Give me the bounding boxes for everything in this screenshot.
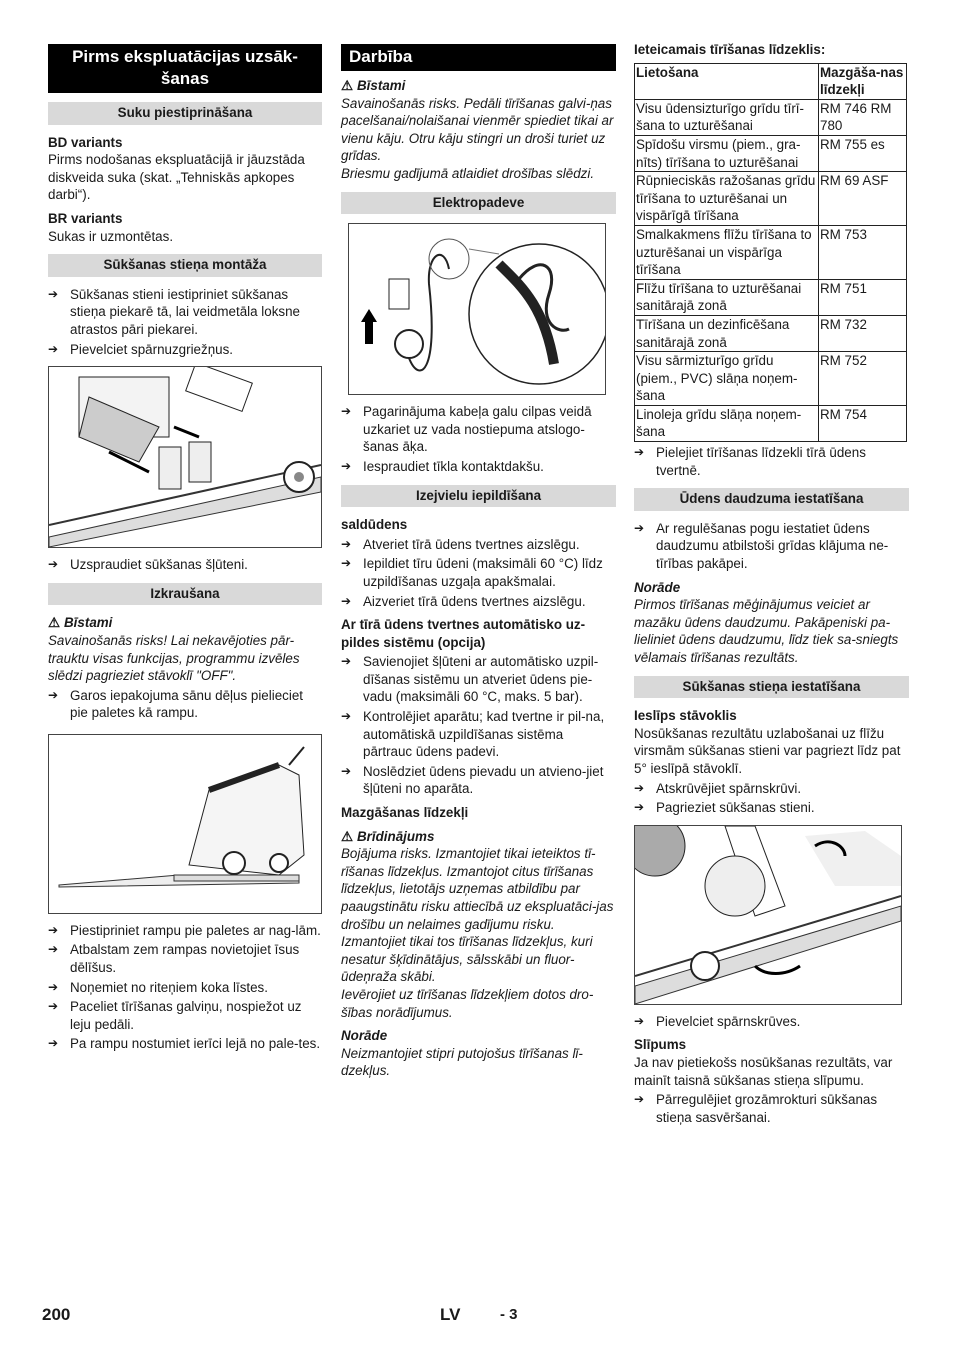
tilt-label: Ieslīps stāvoklis [634, 708, 737, 724]
arrow-icon: ➔ [341, 556, 352, 571]
step: ➔ Atbalstam zem rampas novietojiet īsus dēlīšus. [48, 942, 300, 976]
subsection-squeegee-adjust: Sūkšanas stieņa iestatīšana [634, 676, 909, 699]
step: ➔ Pagarinājuma kabeļa galu cilpas veidā uzkariet uz vada nostiepuma atslogo-šanas āķa. [341, 404, 592, 455]
arrow-icon: ➔ [48, 1036, 59, 1051]
danger-label: ⚠ Bīstami [341, 78, 406, 93]
table-cell: RM 755 es [819, 135, 907, 171]
table-cell: RM 69 ASF [819, 172, 907, 226]
section-title: Darbība [341, 44, 616, 71]
arrow-icon: ➔ [341, 709, 352, 724]
table-cell: Visu sārmizturīgo grīdu (piem., PVC) slāņa noņem-šana [635, 352, 819, 406]
arrow-icon: ➔ [341, 536, 352, 551]
table-title: Ieteicamais tīrīšanas līdzeklis: [634, 42, 826, 57]
danger-label: ⚠ Bīstami [48, 615, 113, 631]
danger-text: Savainošanās risks! Lai nekavējoties pār-trauktu visas funkcijas, programmu izvēles slēdzi pagrieziet stāvoklī "OFF". [48, 632, 300, 684]
table-row [635, 135, 907, 171]
caution-text: Bojājuma risks. Izmantojiet tikai ieteiktos tī-rīšanas līdzekļus. Izmantojot citus tīrīšanas līdzekļus, lietotājs uzņemas atbildību par paaugstinātu risku attiecībā uz ekspluatāci-jas drošību un nelaimes gadījumu risku. Izmantojiet tikai tos tīrīšanas līdzekļus, kuri nesatur šķīdinātājus, sālsskābi un fluor-ūdeņraža skābi. [341, 846, 614, 985]
table-cell: RM 753 [819, 225, 907, 279]
warning-triangle-icon: ⚠ [48, 615, 61, 631]
arrow-icon: ➔ [634, 520, 645, 535]
caution-label: ⚠ Brīdinājums [341, 828, 435, 844]
br-variant-label: BR variants [48, 210, 123, 226]
detergent-table [634, 63, 907, 442]
table-cell: Visu ūdensizturīgo grīdu tīrī-šana to uzturēšanai [635, 99, 819, 135]
br-variant-text: Sukas ir uzmontētas. [48, 228, 174, 244]
table-row [635, 225, 907, 279]
table-cell: RM 754 [819, 405, 907, 441]
table-row [635, 99, 907, 135]
squeegee-mounting-figure [48, 366, 322, 548]
arrow-icon: ➔ [48, 687, 59, 702]
step: ➔ Noslēdziet ūdens pievadu un atvieno-jiet šļūteni no aparāta. [341, 763, 604, 797]
table-header-cell: Lietošana [635, 63, 819, 99]
note-label: Norāde [341, 1028, 388, 1044]
subsection-power-supply: Elektropadeve [341, 192, 616, 215]
table-cell: RM 752 [819, 352, 907, 406]
page-number: 200 [42, 1305, 71, 1324]
table-header-row [635, 63, 907, 99]
arrow-icon: ➔ [48, 979, 59, 994]
unloading-figure [48, 734, 322, 914]
table-header-cell: Mazgāša-nas līdzekļi [819, 63, 907, 99]
step: ➔ Pielejiet tīrīšanas līdzekli tīrā ūdens tvertnē. [634, 445, 866, 478]
arrow-icon: ➔ [634, 445, 645, 460]
detergents-label: Mazgāšanas līdzekļi [341, 805, 469, 821]
slope-text: Ja nav pietiekošs nosūkšanas rezultāts, var mainīt taisnā sūkšanas stieņa slīpumu. [634, 1054, 893, 1088]
step: ➔ Pārregulējiet grozāmrokturi sūkšanas stieņa sasvēršanai. [634, 1092, 878, 1125]
warning-triangle-icon: ⚠ [341, 828, 354, 844]
table-cell: RM 746 RM 780 [819, 99, 907, 135]
note-label: Norāde [634, 579, 681, 595]
subsection-squeegee-mounting: Sūkšanas stieņa montāža [48, 254, 322, 277]
table-cell: Spīdošu virsmu (piem., gra-nīts) tīrīšana to uzturēšanai [635, 135, 819, 171]
table-row [635, 405, 907, 441]
step: ➔ Iespraudiet tīkla kontaktdakšu. [341, 458, 544, 474]
subsection-brush-mounting: Suku piestiprināšana [48, 102, 322, 125]
step: ➔ Kontrolējiet aparātu; kad tvertne ir pil-na, automātiskā uzpildīšanas sistēma pārtrauc ūdens padevi. [341, 709, 605, 760]
column-right [634, 44, 909, 1128]
step: ➔ Pievelciet spārnskrūves. [634, 1013, 801, 1029]
arrow-icon: ➔ [341, 458, 352, 473]
table-row [635, 172, 907, 226]
step: ➔ Noņemiet no riteņiem koka līstes. [48, 979, 268, 995]
arrow-icon: ➔ [48, 999, 59, 1014]
arrow-icon: ➔ [634, 1013, 645, 1028]
power-cable-figure [348, 223, 606, 395]
squeegee-tilt-figure [634, 825, 902, 1005]
step: ➔ Paceliet tīrīšanas galviņu, nospiežot uz leju pedāli. [48, 999, 302, 1032]
arrow-icon: ➔ [48, 557, 59, 572]
arrow-icon: ➔ [341, 593, 352, 608]
language-code: LV [440, 1305, 461, 1324]
danger-text: Savainošanās risks. Pedāli tīrīšanas galvi-ņas pacelšanai/nolaišanai vienmēr spiediet tikai ar vienu kāju. Otru kāju stingri un droši turiet uz grīdas. [341, 95, 614, 164]
step: ➔ Atveriet tīrā ūdens tvertnes aizslēgu. [341, 536, 580, 552]
table-cell: Tīrīšana un dezinficēšana sanitārajā zonā [635, 315, 819, 351]
arrow-icon: ➔ [341, 654, 352, 669]
step: ➔ Pagrieziet sūkšanas stieni. [634, 800, 815, 816]
column-middle [341, 44, 616, 1080]
bd-variant-label: BD variants [48, 134, 123, 150]
bd-variant-text: Pirms nodošanas ekspluatācijā ir jāuzstāda diskveida suka (skat. „Tehniskās apkopes darbi“). [48, 152, 305, 203]
step: ➔ Piestipriniet rampu pie paletes ar nag-lām. [48, 922, 321, 938]
warning-triangle-icon: ⚠ [341, 78, 354, 93]
auto-fill-label: Ar tīrā ūdens tvertnes automātisko uz-pildes sistēmu (opcija) [341, 617, 586, 650]
arrow-icon: ➔ [634, 800, 645, 815]
subsection-filling: Izejvielu iepildīšana [341, 485, 616, 508]
page-subnumber: - 3 [500, 1306, 518, 1323]
note-text: Pirmos tīrīšanas mēģinājumus veiciet ar mazāku ūdens daudzumu. Pakāpeniski pa-lieliniet ūdens daudzumu, līdz tiek sa-sniegts vēlamais tīrīšanas rezultāts. [634, 597, 899, 665]
danger-text-2: Briesmu gadījumā atlaidiet drošības slēdzi. [341, 165, 595, 181]
table-cell: Rūpnieciskās ražošanas grīdu tīrīšana to uzturēšanai un vispārīgā tīrīšana [635, 172, 819, 226]
subsection-water-amount: Ūdens daudzuma iestatīšana [634, 488, 909, 511]
step: ➔ Sūkšanas stieni iestipriniet sūkšanas stieņa piekarē tā, lai veidmetāla loksne atrastos pāri piekarei. [48, 286, 301, 337]
subsection-unloading: Izkraušana [48, 583, 322, 606]
table-cell: Flīžu tīrīšana to uzturēšanai sanitārajā zonā [635, 279, 819, 315]
step: ➔ Iepildiet tīru ūdeni (maksimāli 60 °C) līdz uzpildīšanas uzgaļa apakšmalai. [341, 556, 603, 589]
arrow-icon: ➔ [634, 1092, 645, 1107]
table-row [635, 352, 907, 406]
fresh-water-label: saldūdens [341, 517, 408, 533]
arrow-icon: ➔ [48, 341, 59, 356]
arrow-icon: ➔ [48, 922, 59, 937]
arrow-icon: ➔ [48, 286, 59, 301]
step: ➔ Uzspraudiet sūkšanas šļūteni. [48, 557, 248, 573]
step: ➔ Garos iepakojuma sānu dēļus pielieciet pie paletes kā rampu. [48, 687, 303, 721]
step: ➔ Atskrūvējiet spārnskrūvi. [634, 780, 802, 796]
arrow-icon: ➔ [341, 404, 352, 419]
note-text: Neizmantojiet stipri putojošus tīrīšanas lī-dzekļus. [341, 1045, 583, 1079]
step: ➔ Pa rampu nostumiet ierīci lejā no pale-tes. [48, 1036, 321, 1052]
column-left [48, 44, 322, 1055]
arrow-icon: ➔ [341, 763, 352, 778]
step: ➔ Ar regulēšanas pogu iestatiet ūdens daudzumu atbilstoši grīdas klājuma ne-tīrības pakāpei. [634, 520, 889, 572]
section-title: Pirms ekspluatācijas uzsāk-šanas [48, 44, 322, 93]
step: ➔ Pievelciet spārnuzgriežņus. [48, 341, 234, 357]
arrow-icon: ➔ [634, 780, 645, 795]
slope-label: Slīpums [634, 1037, 687, 1053]
table-cell: Linoleja grīdu slāņa noņem-šana [635, 405, 819, 441]
step: ➔ Savienojiet šļūteni ar automātisko uzpil-dīšanas sistēmu un atveriet ūdens pie-vadu (maksimāli 60 °C, maks. 5 bar). [341, 654, 599, 705]
step: ➔ Aizveriet tīrā ūdens tvertnes aizslēgu. [341, 593, 586, 609]
caution-text-2: Ievērojiet uz tīrīšanas līdzekļiem dotos dro-šības norādījumus. [341, 986, 594, 1020]
arrow-icon: ➔ [48, 942, 59, 957]
table-row [635, 315, 907, 351]
table-cell: Smalkakmens flīžu tīrīšana to uzturēšanai un vispārīga tīrīšana [635, 225, 819, 279]
table-cell: RM 732 [819, 315, 907, 351]
table-cell: RM 751 [819, 279, 907, 315]
tilt-text: Nosūkšanas rezultātu uzlabošanai uz flīžu virsmām sūkšanas stieni var pagriezt līdz pat 5° ieslīpā stāvoklī. [634, 725, 901, 776]
table-row [635, 279, 907, 315]
